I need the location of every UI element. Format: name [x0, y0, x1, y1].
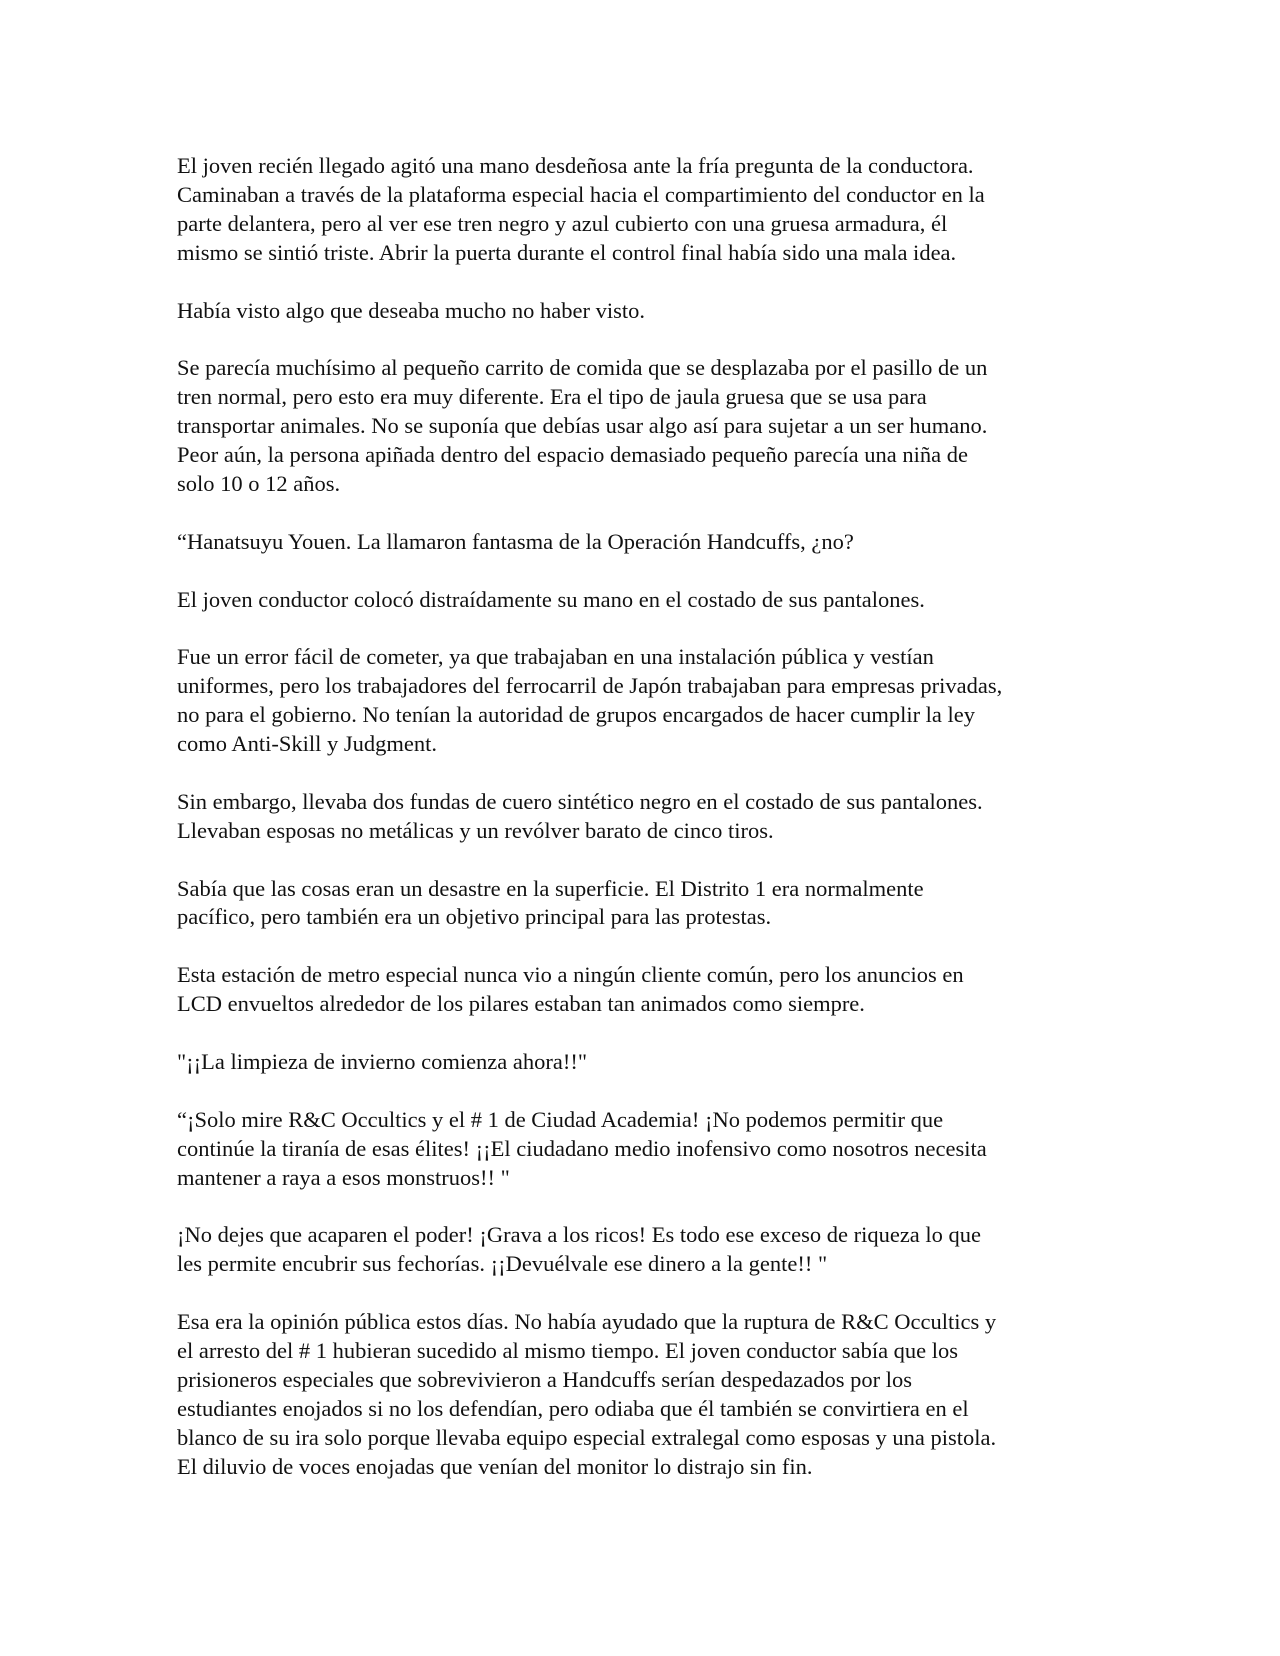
text-line: "¡¡La limpieza de invierno comienza ahora!!" — [177, 1048, 588, 1074]
paragraph — [177, 788, 1117, 846]
paragraph — [177, 1308, 1117, 1481]
text-line: blanco de su ira solo porque llevaba equipo especial extralegal como esposas y una pistola. — [177, 1424, 997, 1450]
text-line: uniformes, pero los trabajadores del ferrocarril de Japón trabajaban para empresas privadas, — [177, 673, 1003, 699]
paragraph — [177, 528, 1117, 557]
text-line: Caminaban a través de la plataforma especial hacia el compartimiento del conductor en la — [177, 181, 985, 207]
paragraph — [177, 1221, 1117, 1279]
text-line: como Anti-Skill y Judgment. — [177, 731, 438, 757]
text-line: Sin embargo, llevaba dos fundas de cuero sintético negro en el costado de sus pantalones. — [177, 788, 983, 814]
text-line: Peor aún, la persona apiñada dentro del espacio demasiado pequeño parecía una niña de — [177, 442, 968, 468]
paragraph — [177, 961, 1117, 1019]
text-line: El joven conductor colocó distraídamente su mano en el costado de sus pantalones. — [177, 586, 925, 612]
paragraph — [177, 875, 1117, 933]
paragraph — [177, 1106, 1117, 1193]
text-line: estudiantes enojados si no los defendían, pero odiaba que él también se convirtiera en el — [177, 1395, 969, 1421]
paragraph — [177, 152, 1117, 268]
text-line: Había visto algo que deseaba mucho no haber visto. — [177, 297, 645, 323]
text-line: no para el gobierno. No tenían la autoridad de grupos encargados de hacer cumplir la ley — [177, 702, 976, 728]
text-line: Llevaban esposas no metálicas y un revólver barato de cinco tiros. — [177, 817, 774, 843]
paragraph — [177, 297, 1117, 326]
text-line: “Hanatsuyu Youen. La llamaron fantasma de la Operación Handcuffs, ¿no? — [177, 528, 854, 554]
paragraph — [177, 643, 1117, 759]
text-line: les permite encubrir sus fechorías. ¡¡Devuélvale ese dinero a la gente!! " — [177, 1251, 828, 1277]
text-line: Sabía que las cosas eran un desastre en la superficie. El Distrito 1 era normalmente — [177, 875, 924, 901]
text-line: pacífico, pero también era un objetivo principal para las protestas. — [177, 904, 772, 930]
document-page — [177, 152, 1117, 1510]
paragraph — [177, 354, 1117, 499]
text-line: mantener a raya a esos monstruos!! " — [177, 1164, 510, 1190]
text-line: El diluvio de voces enojadas que venían del monitor lo distrajo sin fin. — [177, 1453, 813, 1479]
paragraph — [177, 1048, 1117, 1077]
text-line: Fue un error fácil de cometer, ya que trabajaban en una instalación pública y vestían — [177, 644, 934, 670]
text-line: Esa era la opinión pública estos días. No había ayudado que la ruptura de R&C Occultics y — [177, 1309, 997, 1335]
text-line: “¡Solo mire R&C Occultics y el # 1 de Ciudad Academia! ¡No podemos permitir que — [177, 1106, 944, 1132]
text-line: el arresto del # 1 hubieran sucedido al mismo tiempo. El joven conductor sabía que los — [177, 1337, 959, 1363]
text-line: continúe la tiranía de esas élites! ¡¡El ciudadano medio inofensivo como nosotros necesita — [177, 1135, 987, 1161]
text-line: parte delantera, pero al ver ese tren negro y azul cubierto con una gruesa armadura, él — [177, 210, 948, 236]
text-line: mismo se sintió triste. Abrir la puerta durante el control final había sido una mala idea. — [177, 239, 957, 265]
text-line: ¡No dejes que acaparen el poder! ¡Grava a los ricos! Es todo ese exceso de riqueza lo que — [177, 1222, 982, 1248]
text-line: Esta estación de metro especial nunca vio a ningún cliente común, pero los anuncios en — [177, 962, 964, 988]
text-line: El joven recién llegado agitó una mano desdeñosa ante la fría pregunta de la conductora. — [177, 153, 974, 178]
text-line: transportar animales. No se suponía que debías usar algo así para sujetar a un ser humano. — [177, 413, 988, 439]
text-line: tren normal, pero esto era muy diferente. Era el tipo de jaula gruesa que se usa para — [177, 384, 927, 410]
text-line: solo 10 o 12 años. — [177, 470, 341, 496]
text-line: prisioneros especiales que sobrevivieron a Handcuffs serían despedazados por los — [177, 1366, 912, 1392]
paragraph — [177, 586, 1117, 615]
text-line: Se parecía muchísimo al pequeño carrito de comida que se desplazaba por el pasillo de un — [177, 355, 988, 381]
text-line: LCD envueltos alrededor de los pilares estaban tan animados como siempre. — [177, 991, 865, 1017]
